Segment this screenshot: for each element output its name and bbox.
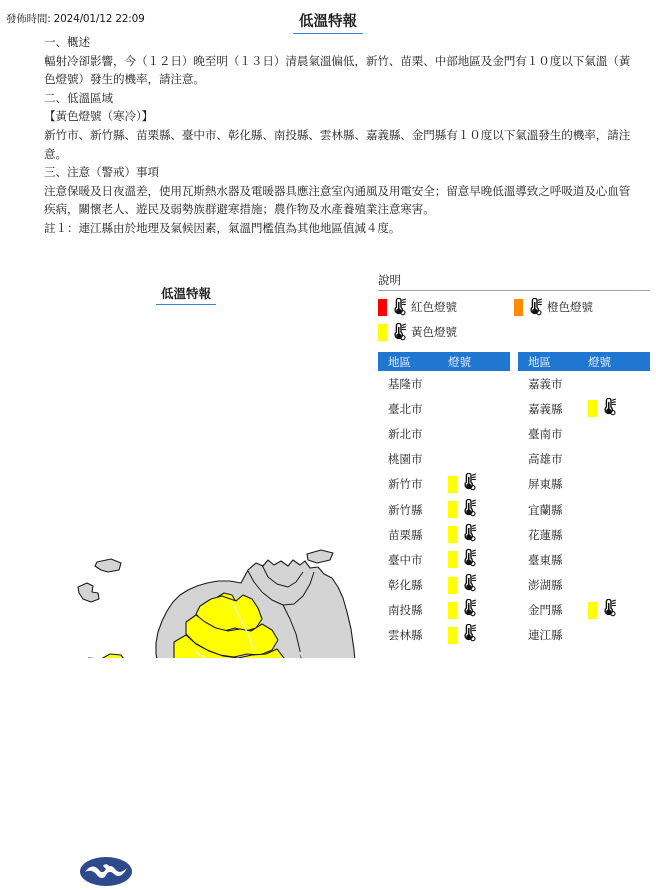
region-name: 新竹縣 xyxy=(388,502,423,517)
table-row[interactable] xyxy=(518,598,650,623)
table-header-left xyxy=(378,352,510,371)
region-name: 連江縣 xyxy=(528,628,563,643)
thermometer-icon-wrap xyxy=(459,549,476,571)
table-row[interactable] xyxy=(378,547,510,572)
thermometer-icon xyxy=(389,298,406,316)
region-name: 苗栗縣 xyxy=(388,527,423,542)
thermometer-icon xyxy=(459,524,476,542)
table-row[interactable] xyxy=(518,623,650,648)
advisory-text-block xyxy=(44,33,638,238)
thermometer-icon xyxy=(525,298,542,316)
region-name: 新北市 xyxy=(388,426,423,441)
table-row[interactable] xyxy=(378,421,510,446)
region-name: 嘉義縣 xyxy=(528,401,563,416)
region-name: 南投縣 xyxy=(388,603,423,618)
thermometer-icon xyxy=(599,599,616,617)
region-name: 臺南市 xyxy=(528,426,563,441)
signal-cell xyxy=(440,574,500,596)
thermometer-icon xyxy=(459,473,476,491)
page-title xyxy=(0,10,656,34)
region-name: 彰化縣 xyxy=(388,578,423,593)
table-row[interactable] xyxy=(518,573,650,598)
thermometer-icon xyxy=(389,323,406,341)
region-name: 宜蘭縣 xyxy=(528,502,563,517)
island-matsu-south xyxy=(78,583,99,602)
legend-label-orange: 橙色燈號 xyxy=(547,300,593,314)
legend-label-red: 紅色燈號 xyxy=(411,300,457,314)
status-badge xyxy=(588,400,597,417)
color-swatch-yellow xyxy=(378,324,387,341)
status-badge xyxy=(448,501,457,518)
region-name: 金門縣 xyxy=(528,603,563,618)
table-row[interactable] xyxy=(518,421,650,446)
footnote-1: 註１：連江縣由於地理及氣候因素，氣溫門檻值為其他地區值減４度。 xyxy=(44,220,401,235)
signal-cell xyxy=(440,549,500,571)
table-row[interactable] xyxy=(518,497,650,522)
legend-row-1 xyxy=(378,298,650,316)
warning-map[interactable] xyxy=(0,262,372,658)
signal-cell xyxy=(440,473,500,495)
thermometer-icon xyxy=(459,499,476,517)
table-row[interactable] xyxy=(518,547,650,572)
status-badge xyxy=(448,551,457,568)
legend-heading: 說明 xyxy=(378,272,650,291)
table-row[interactable] xyxy=(518,522,650,547)
status-badge xyxy=(448,577,457,594)
region-name: 臺東縣 xyxy=(528,552,563,567)
thermometer-icon-wrap xyxy=(459,599,476,621)
thermometer-icon-wrap xyxy=(459,624,476,646)
signal-cell xyxy=(580,599,640,621)
legend-row-2 xyxy=(378,323,650,341)
table-row[interactable] xyxy=(378,623,510,648)
signal-cell xyxy=(440,524,500,546)
region-name: 高雄市 xyxy=(528,452,563,467)
signal-cell xyxy=(440,624,500,646)
table-row[interactable] xyxy=(378,598,510,623)
island-northeast-islet xyxy=(307,550,333,563)
section-2-heading: 二、低溫區域 xyxy=(44,90,113,105)
thermometer-icon-wrap xyxy=(599,599,616,621)
region-name: 雲林縣 xyxy=(388,628,423,643)
section-1-heading: 一、概述 xyxy=(44,35,90,49)
thermometer-icon xyxy=(599,398,616,416)
region-name: 基隆市 xyxy=(388,376,423,391)
thermometer-icon xyxy=(459,549,476,567)
region-kinmen-highlight xyxy=(76,654,126,658)
region-name: 花蓮縣 xyxy=(528,527,563,542)
thermometer-icon xyxy=(459,574,476,592)
column-header-signal: 燈號 xyxy=(588,354,611,369)
table-row[interactable] xyxy=(378,396,510,421)
table-row[interactable] xyxy=(518,447,650,472)
table-row[interactable] xyxy=(378,522,510,547)
thermometer-icon xyxy=(459,599,476,617)
region-table-left xyxy=(378,352,510,648)
thermometer-icon-wrap xyxy=(599,398,616,420)
column-header-region: 地區 xyxy=(388,354,411,369)
table-header-right xyxy=(518,352,650,371)
signal-cell xyxy=(440,599,500,621)
status-badge xyxy=(448,526,457,543)
table-row[interactable] xyxy=(518,371,650,396)
cwb-logo xyxy=(79,853,133,890)
table-row[interactable] xyxy=(518,396,650,421)
table-row[interactable] xyxy=(378,447,510,472)
status-badge xyxy=(588,602,597,619)
region-name: 臺中市 xyxy=(388,552,423,567)
legend-item-yellow xyxy=(378,323,514,341)
section-3-heading: 三、注意（警戒）事項 xyxy=(44,165,159,180)
table-row[interactable] xyxy=(378,371,510,396)
table-row[interactable] xyxy=(378,472,510,497)
column-header-signal: 燈號 xyxy=(448,354,471,369)
status-badge xyxy=(448,627,457,644)
region-name: 屏東縣 xyxy=(528,477,563,492)
region-signal-tables xyxy=(378,352,650,648)
island-matsu-north xyxy=(95,559,121,572)
thermometer-icon-wrap xyxy=(459,499,476,521)
thermometer-icon-wrap xyxy=(459,574,476,596)
section-1-text: 輻射冷卻影響，今（１２日）晚至明（１３日）清晨氣溫偏低，新竹、苗栗、中部地區及金門有１０度以下氣溫（黃色燈號）發生的機率，請注意。 xyxy=(44,53,631,87)
region-name: 臺北市 xyxy=(388,401,423,416)
thermometer-icon-wrap xyxy=(459,524,476,546)
region-name: 澎湖縣 xyxy=(528,578,563,593)
status-badge xyxy=(448,476,457,493)
signal-cell xyxy=(440,499,500,521)
section-2-text: 新竹市、新竹縣、苗栗縣、臺中市、彰化縣、南投縣、雲林縣、嘉義縣、金門縣有１０度以下氣溫發生的機率，請注意。 xyxy=(44,127,631,161)
map-title-text: 低溫特報 xyxy=(156,284,216,305)
legend-item-red xyxy=(378,298,514,316)
legend-panel xyxy=(378,272,650,341)
legend-label-yellow: 黃色燈號 xyxy=(411,325,457,339)
legend-item-orange xyxy=(514,298,650,316)
table-body-right xyxy=(518,371,650,648)
section-3-text: 注意保暖及日夜溫差，使用瓦斯熱水器及電暖器具應注意室內通風及用電安全；留意早晚低溫導致之呼吸道及心血管疾病，關懷老人、遊民及弱勢族群避寒措施；農作物及水產養殖業注意寒害。 xyxy=(44,183,631,217)
color-swatch-red xyxy=(378,299,387,316)
table-body-left xyxy=(378,371,510,648)
section-2-subheading: 【黃色燈號（寒冷）】 xyxy=(44,109,154,124)
column-header-region: 地區 xyxy=(528,354,551,369)
table-row[interactable] xyxy=(378,497,510,522)
taiwan-map-svg xyxy=(0,262,372,658)
color-swatch-orange xyxy=(514,299,523,316)
status-badge xyxy=(448,602,457,619)
region-table-right xyxy=(518,352,650,648)
region-name: 新竹市 xyxy=(388,477,423,492)
table-row[interactable] xyxy=(518,472,650,497)
region-name: 嘉義市 xyxy=(528,376,563,391)
signal-cell xyxy=(580,398,640,420)
region-name: 桃園市 xyxy=(388,452,423,467)
publish-time: 發佈時間: 2024/01/12 22:09 xyxy=(6,13,145,25)
thermometer-icon-wrap xyxy=(459,473,476,495)
table-row[interactable] xyxy=(378,573,510,598)
thermometer-icon xyxy=(459,624,476,642)
page-title-text: 低溫特報 xyxy=(293,10,363,34)
